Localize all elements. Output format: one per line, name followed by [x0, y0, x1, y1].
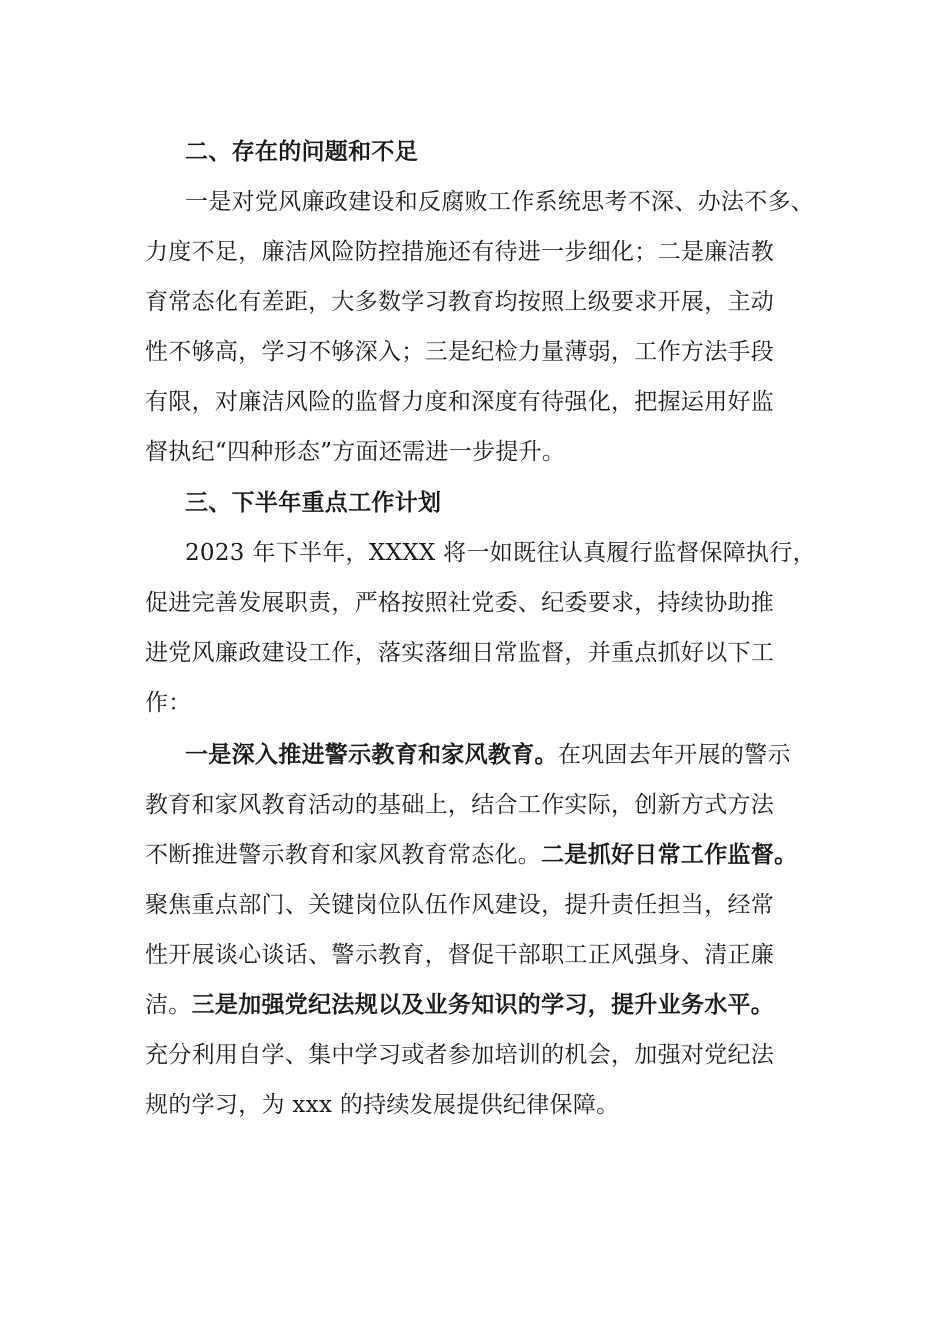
plan-body-line: 规的学习，为 xxx 的持续发展提供纪律保障。: [145, 1092, 620, 1118]
plan-body-line: 聚焦重点部门、关键岗位队伍作风建设，提升责任担当，经常: [145, 892, 775, 918]
plan-item-1-title: 一是深入推进警示教育和家风教育。: [185, 741, 558, 768]
plan-item-3-line: [145, 990, 774, 1020]
plan-item-3-title: 三是加强党纪法规以及业务知识的学习，提升业务水平。: [191, 991, 775, 1018]
section-2-heading: 二、存在的问题和不足: [185, 138, 418, 165]
section-2-line: 有限，对廉洁风险的监督力度和深度有待强化，把握运用好监: [145, 389, 775, 415]
plan-item-2-line: [145, 840, 797, 870]
section-3-intro-line: 进党风廉政建设工作，落实落细日常监督，并重点抓好以下工: [145, 640, 775, 666]
section-3-intro-line: 促进完善发展职责，严格按照社党委、纪委要求，持续协助推: [145, 590, 775, 616]
plan-body-text: 洁。: [145, 992, 192, 1018]
section-2-line: 育常态化有差距，大多数学习教育均按照上级要求开展，主动: [145, 289, 775, 315]
section-3-intro-line: 2023 年下半年，XXXX 将一如既往认真履行监督保障执行，: [185, 540, 816, 566]
plan-body-line: 教育和家风教育活动的基础上，结合工作实际，创新方式方法: [145, 792, 775, 818]
section-2-line: 力度不足，廉洁风险防控措施还有待进一步细化；二是廉洁教: [145, 239, 775, 265]
section-3-heading: 三、下半年重点工作计划: [185, 489, 442, 516]
plan-body-text: 不断推进警示教育和家风教育常态化。: [145, 842, 542, 868]
section-2-line: 督执纪“四种形态”方面还需进一步提升。: [145, 439, 566, 465]
section-2-line: 一是对党风廉政建设和反腐败工作系统思考不深、办法不多、: [185, 189, 815, 215]
section-3-intro-line: 作：: [145, 690, 192, 716]
plan-item-2-title: 二是抓好日常工作监督。: [541, 841, 798, 868]
plan-item-1-text: 在巩固去年开展的警示: [557, 742, 791, 768]
plan-body-line: 性开展谈心谈话、警示教育，督促干部职工正风强身、清正廉: [145, 942, 775, 968]
section-2-line: 性不够高，学习不够深入；三是纪检力量薄弱，工作方法手段: [145, 339, 775, 365]
plan-item-1-line: [185, 740, 791, 770]
plan-body-line: 充分利用自学、集中学习或者参加培训的机会，加强对党纪法: [145, 1042, 775, 1068]
